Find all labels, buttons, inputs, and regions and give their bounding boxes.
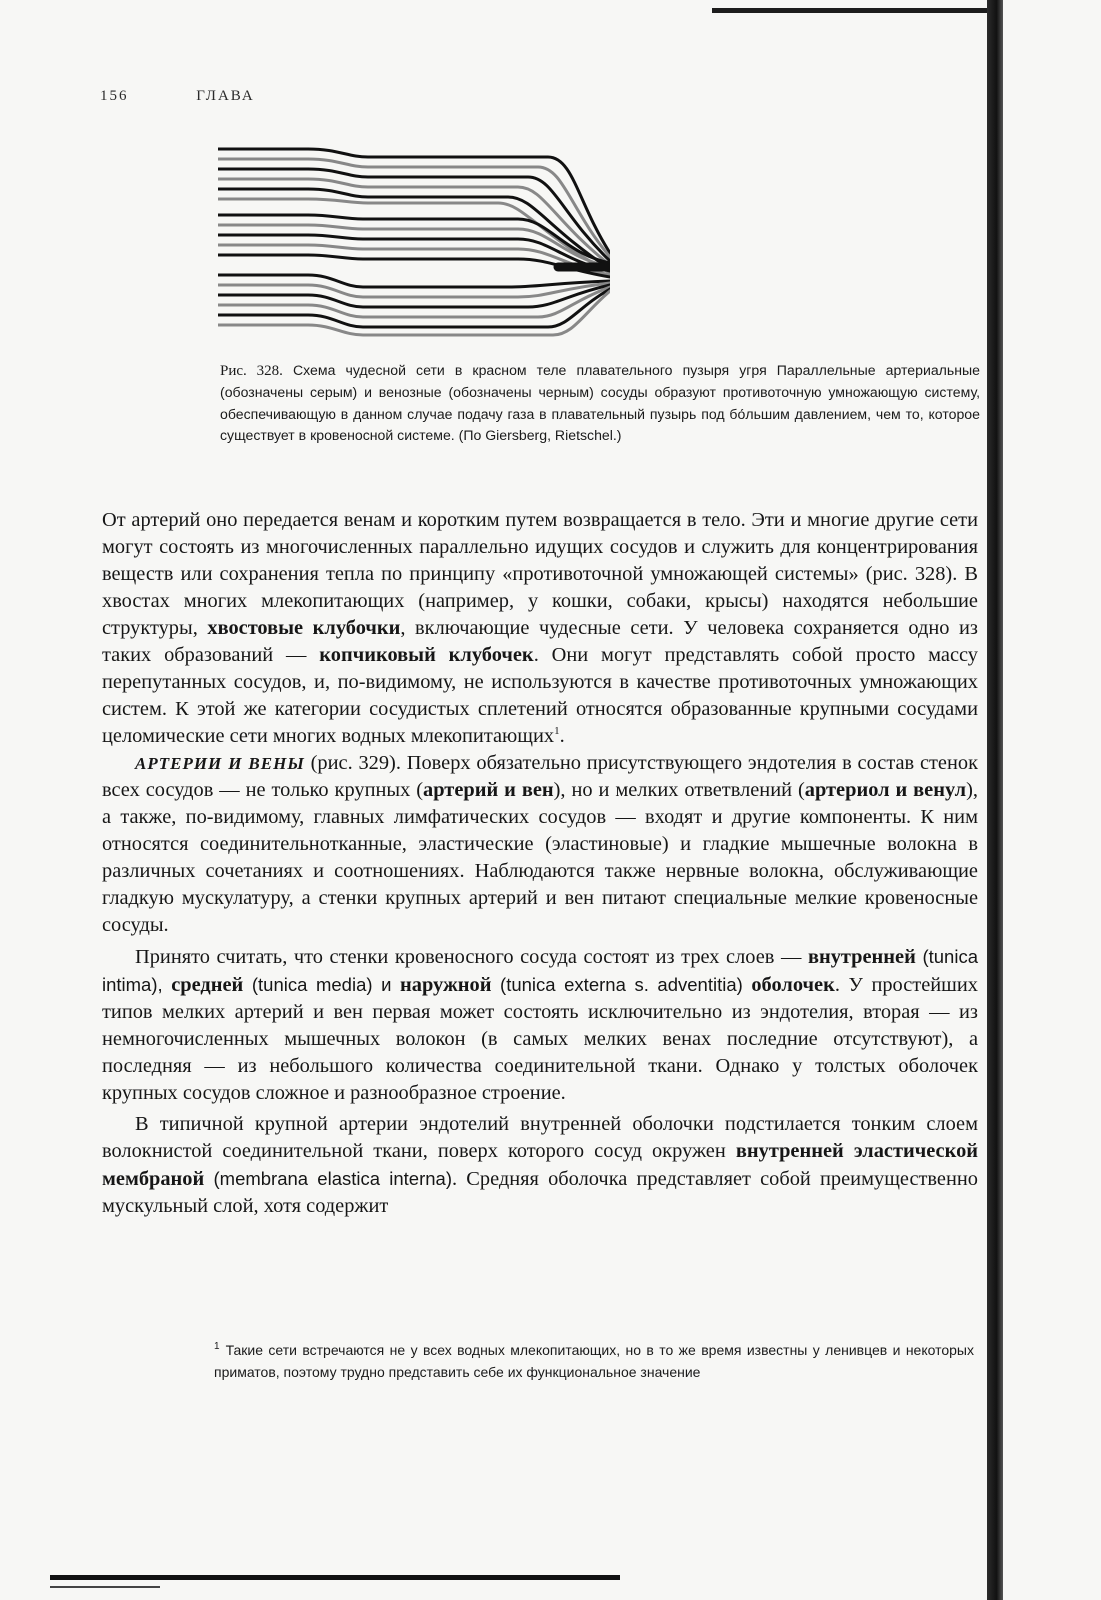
p1-text-1: От артерий оно передается венам и коротким путем возвращается в тело. Эти и многие другие сети могут состоять из многочисленных параллельно идущих сосудов и служить для концентрирования веществ или сохранения тепла по принципу «противоточной умножающей системы» (рис. 328). В хвостах многих млекопитающих (например, у кошки, собаки, крысы) находятся небольшие структуры, — [102, 509, 978, 639]
p4-text-2: . Средняя оболочка представляет собой преимущественно мускульный слой, хотя содержит — [102, 1168, 978, 1217]
lower-vessel-bundle — [218, 275, 610, 335]
p1-text-4: . — [559, 725, 565, 747]
figure-caption — [220, 360, 980, 446]
footnote-ref: 1 — [554, 725, 560, 738]
term-coccygeal-glomus: копчиковый клубочек — [319, 644, 534, 666]
footnote — [214, 1340, 974, 1383]
latin-tunica-externa: (tunica externa s. adventitia) — [491, 974, 752, 995]
p2-text-1: (рис. 329). Поверх обязательно присутствующего эндотелия в состав стенок всех сосудов — не только крупных ( — [102, 752, 979, 801]
p2-text-3: ), а также, по-видимому, главных лимфатических сосудов — входят и другие компоненты. К ним относятся соединительнотканные, эластические (эластиновые) и гладкие мышечные волокна в различных сочетаниях и соотношениях. Наблюдаются также нервные волокна, обслуживающие гладкую мускулатуру, а стенки крупных артерий и вен питают специальные мелкие кровеносные сосуды. — [102, 779, 978, 936]
body-text — [102, 507, 978, 1220]
term-outer: наружной — [400, 974, 492, 996]
p1-text-3: . Они могут представлять собой просто массу перепутанных сосудов, и, по-видимому, не используются в качестве противоточных умножающих систем. К этой же категории сосудистых сплетений относятся образованные крупными сосудами целомические сети многих водных млекопитающих — [102, 644, 978, 747]
paragraph-2 — [102, 750, 978, 939]
figure-caption-text: Схема чудесной сети в красном теле плавательного пузыря угря Параллельные артериальные (обозначены серым) и венозные (обозначены черным) сосуды образуют противоточную умножающую систему, обеспечивающую в данном случае подачу газа в плавательный пузырь под бо́льшим давлением, чем то, которое существует в кровеносной системе. (По Giersberg, Rietschel.) — [220, 362, 980, 443]
latin-tunica-intima: (tunica intima), — [102, 946, 978, 995]
paragraph-1 — [102, 507, 978, 750]
scan-bottom-rule — [50, 1575, 620, 1580]
term-tunics: оболочек — [751, 974, 835, 996]
term-arteries-veins: артерий и вен — [423, 779, 554, 801]
p3-text-2: . У простейших типов мелких артерий и вен первая может состоять исключительно из эндотелия, вторая — из немногочисленных мышечных волокон (в самых мелких венах последние отсутствуют), а последняя — из небольшого количества соединительной ткани. Однако у толстых оболочек крупных сосудов сложное и разнообразное строение. — [102, 974, 978, 1104]
term-inner: внутренней — [807, 946, 916, 968]
p2-text-2: ), но и мелких ответвлений ( — [553, 779, 805, 801]
page-number: 156 — [100, 88, 129, 104]
term-tail-glomera: хвостовые клубочки — [207, 617, 401, 639]
figure-328-rete-mirabile — [218, 143, 610, 343]
latin-membrana-elastica-interna: (membrana elastica interna) — [204, 1168, 452, 1189]
latin-tunica-media: (tunica media) и — [243, 974, 401, 995]
figure-caption-label: Рис. 328. — [220, 363, 283, 379]
footnote-marker: 1 — [214, 1341, 220, 1353]
paragraph-4 — [102, 1111, 978, 1220]
running-head — [100, 88, 255, 105]
running-head-title: ГЛАВА — [196, 88, 255, 104]
p1-text-2: , включающие чудесные сети. У человека сохраняется одно из таких образований — — [102, 617, 978, 666]
scan-right-edge — [987, 0, 1003, 1600]
rete-mirabile-diagram — [218, 143, 610, 343]
scan-top-edge — [712, 8, 1002, 13]
scan-bottom-rule-2 — [50, 1586, 160, 1588]
p4-text-1: В типичной крупной артерии эндотелий внутренней оболочки подстилается тонким слоем волокнистой соединительной ткани, поверх которого сосуд окружен — [102, 1113, 978, 1162]
term-middle: средней — [171, 974, 244, 996]
section-heading-arteries-veins: АРТЕРИИ И ВЕНЫ — [135, 754, 305, 773]
term-arterioles-venules: артериол и венул — [804, 779, 967, 801]
term-internal-elastic-membrane: внутренней эластической мембраной — [102, 1140, 979, 1190]
paragraph-3 — [102, 943, 978, 1107]
p3-text-1: Принято считать, что стенки кровеносного сосуда состоят из трех слоев — — [135, 946, 808, 968]
footnote-text: Такие сети встречаются не у всех водных млекопитающих, но в то же время известны у ленивцев и некоторых приматов, поэтому трудно представить себе их функциональное значение — [214, 1342, 974, 1380]
